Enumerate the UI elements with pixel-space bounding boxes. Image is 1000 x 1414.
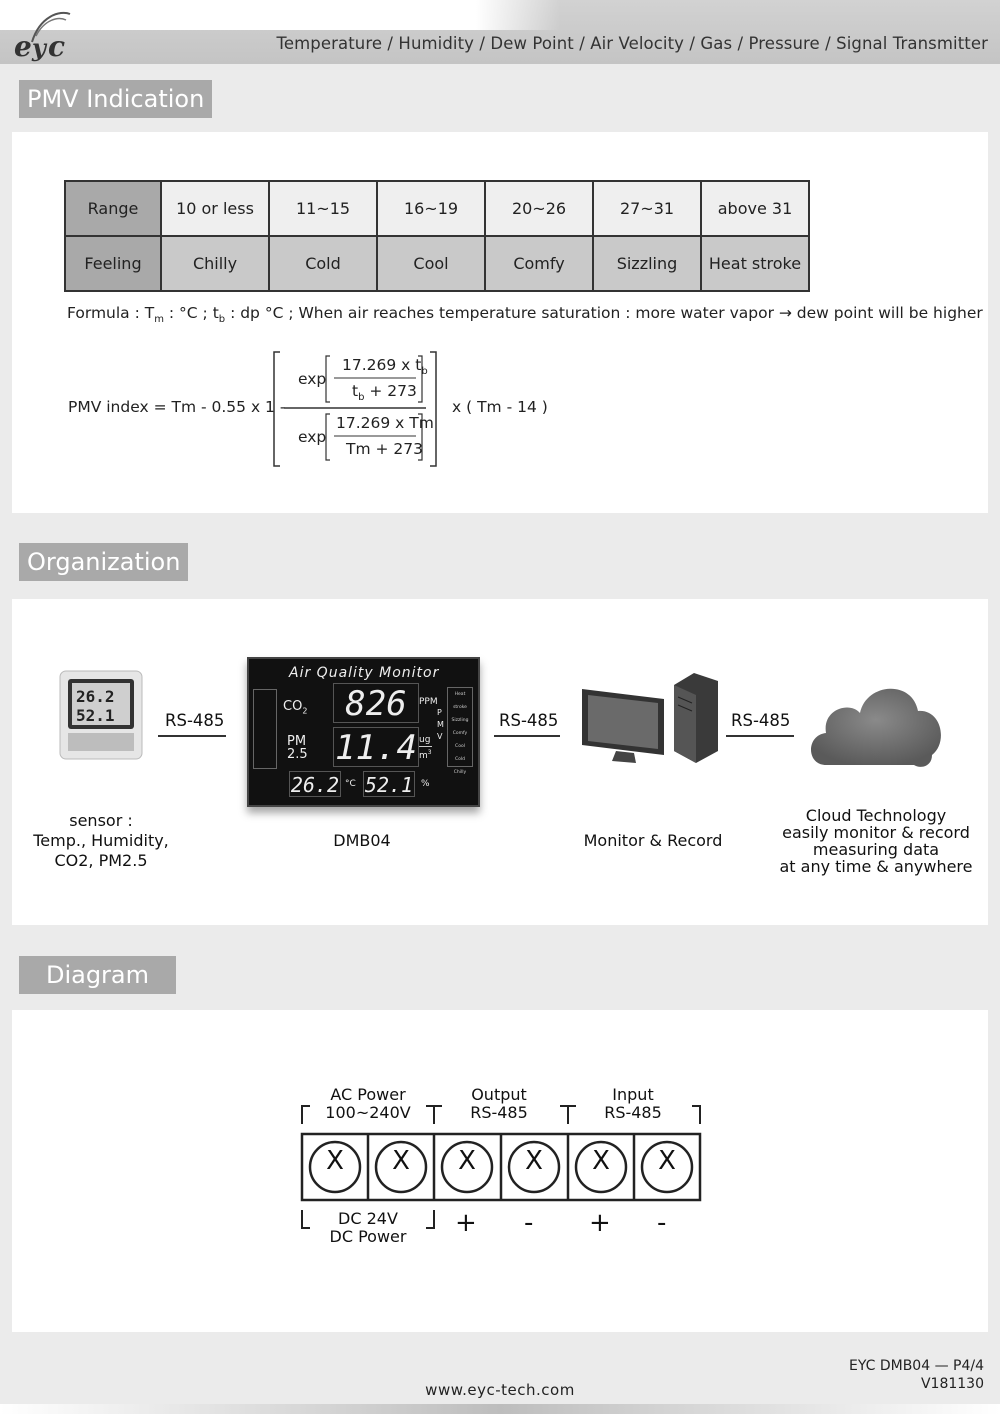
numerator-bottom-b: + 273 bbox=[364, 382, 417, 400]
eyc-logo bbox=[10, 6, 72, 62]
polarity-plus: + bbox=[589, 1208, 611, 1238]
numerator-top-sub: b bbox=[421, 366, 428, 378]
polarity-plus: + bbox=[455, 1208, 477, 1238]
co2-label bbox=[283, 699, 307, 716]
terminal-x-1: X bbox=[326, 1146, 344, 1176]
dmb04-label: DMB04 bbox=[333, 831, 391, 850]
monitor-title: Air Quality Monitor bbox=[289, 665, 440, 681]
pmv-scale-item: Chilly bbox=[453, 770, 467, 775]
header-highlight bbox=[0, 0, 560, 30]
equation-rhs: x ( Tm - 14 ) bbox=[452, 398, 548, 416]
range-cell: 20~26 bbox=[485, 181, 593, 236]
humidity-value: 52.1 bbox=[364, 773, 414, 797]
footer-version: V181130 bbox=[920, 1376, 984, 1392]
pm-unit-exp: 3 bbox=[427, 749, 432, 756]
feeling-cell: Cold bbox=[269, 236, 377, 291]
ac-power-line: 100~240V bbox=[325, 1103, 411, 1122]
diagram-section-title: Diagram bbox=[19, 956, 176, 994]
pmv-scale-item: Comfy bbox=[452, 731, 468, 736]
sensor-label-line: Temp., Humidity, bbox=[33, 831, 169, 850]
terminal-x-5: X bbox=[592, 1146, 610, 1176]
range-cell: 16~19 bbox=[377, 181, 485, 236]
ac-power-line: AC Power bbox=[330, 1085, 406, 1104]
organization-panel bbox=[12, 599, 988, 925]
formula-part1: : °C ; t bbox=[163, 304, 219, 322]
pm-unit-top: ug bbox=[419, 735, 431, 745]
polarity-minus: - bbox=[524, 1208, 534, 1238]
numerator-bottom bbox=[352, 382, 417, 403]
feeling-cell: Heat stroke bbox=[701, 236, 809, 291]
rs485-link-label: RS-485 bbox=[731, 711, 791, 730]
pmv-letters bbox=[437, 707, 444, 743]
pm25-label bbox=[287, 735, 308, 761]
pmv-letter: V bbox=[437, 732, 443, 741]
pmv-letter: M bbox=[437, 720, 444, 729]
input-line: RS-485 bbox=[604, 1103, 662, 1122]
computer-label: Monitor & Record bbox=[583, 831, 723, 850]
cloud-label-line: easily monitor & record bbox=[782, 823, 970, 842]
pm25-value: 11.4 bbox=[333, 727, 419, 767]
output-line: RS-485 bbox=[470, 1103, 528, 1122]
footer-bar bbox=[0, 1404, 1000, 1414]
temp-unit: °C bbox=[345, 779, 356, 789]
denominator-top: 17.269 x Tm bbox=[336, 414, 434, 432]
pm25-unit bbox=[419, 735, 432, 762]
sensor-display-hum: 52.1 bbox=[76, 706, 115, 725]
cloud-icon bbox=[804, 669, 946, 775]
footer-doc-id: EYC DMB04 — P4/4 bbox=[848, 1358, 984, 1374]
pmv-scale-item: Heat stroke bbox=[453, 692, 467, 710]
sensor-label-line: CO2, PM2.5 bbox=[54, 851, 148, 870]
formula-tm-sub: m bbox=[154, 314, 164, 326]
dmb04-monitor-image bbox=[247, 657, 480, 807]
pm-label-bottom: 2.5 bbox=[287, 747, 308, 762]
diagram-panel bbox=[12, 1010, 988, 1332]
formula-tb-sub: b bbox=[218, 314, 226, 326]
header-tagline: Temperature / Humidity / Dew Point / Air Velocity / Gas / Pressure / Signal Transmitter bbox=[276, 34, 988, 53]
terminal-x-3: X bbox=[458, 1146, 476, 1176]
pm-label-top: PM bbox=[287, 734, 307, 749]
sensor-label-line: sensor : bbox=[69, 811, 133, 830]
numerator-top-text: 17.269 x t bbox=[342, 356, 422, 374]
exp-top: exp bbox=[298, 370, 327, 388]
dc-power-line: DC Power bbox=[329, 1227, 407, 1246]
pmv-scale-item: Cool bbox=[455, 744, 465, 749]
rs485-link-line bbox=[726, 735, 794, 737]
monitor-icon-strip bbox=[253, 689, 277, 769]
rs485-link-line bbox=[494, 735, 560, 737]
range-cell: 11~15 bbox=[269, 181, 377, 236]
sensor-display-temp: 26.2 bbox=[76, 687, 115, 706]
cloud-label-line: Cloud Technology bbox=[805, 806, 947, 825]
range-cell: 27~31 bbox=[593, 181, 701, 236]
numerator-top bbox=[342, 356, 428, 377]
co2-unit: PPM bbox=[419, 697, 438, 707]
input-line: Input bbox=[612, 1085, 654, 1104]
formula-part2: : dp °C ; When air reaches temperature saturation : more water vapor → dew point will be higher bbox=[225, 304, 983, 322]
formula-prefix: Formula : T bbox=[67, 304, 155, 322]
cloud-label-line: at any time & anywhere bbox=[779, 857, 973, 876]
dc-power-label bbox=[312, 1210, 424, 1246]
pmv-panel bbox=[12, 132, 988, 513]
pmv-range-row bbox=[65, 181, 809, 236]
pmv-scale bbox=[447, 687, 473, 775]
polarity-minus: - bbox=[657, 1208, 667, 1238]
temp-value: 26.2 bbox=[290, 773, 340, 797]
computer-image bbox=[578, 671, 728, 767]
pmv-table bbox=[64, 180, 810, 292]
numerator-bottom-a: t bbox=[352, 382, 359, 400]
pmv-section-title: PMV Indication bbox=[19, 80, 212, 118]
feeling-cell: Chilly bbox=[161, 236, 269, 291]
rs485-link-label: RS-485 bbox=[165, 711, 225, 730]
pmv-equation bbox=[68, 350, 568, 470]
svg-text:y: y bbox=[32, 33, 46, 62]
range-header: Range bbox=[65, 181, 161, 236]
pmv-feeling-row bbox=[65, 236, 809, 291]
feeling-cell: Comfy bbox=[485, 236, 593, 291]
dc-power-line: DC 24V bbox=[338, 1209, 398, 1228]
pmv-letter: P bbox=[437, 708, 442, 717]
pm-unit-bottom: m bbox=[419, 751, 428, 761]
rs485-link-label: RS-485 bbox=[499, 711, 559, 730]
numerator-bottom-sub: b bbox=[358, 392, 365, 404]
terminal-x-6: X bbox=[658, 1146, 676, 1176]
exp-bottom: exp bbox=[298, 428, 327, 446]
rs485-link-line bbox=[158, 735, 226, 737]
sensor-label bbox=[20, 811, 182, 871]
svg-text:e: e bbox=[14, 30, 32, 63]
humidity-unit: % bbox=[421, 779, 430, 789]
feeling-header: Feeling bbox=[65, 236, 161, 291]
pmv-scale-item: Cold bbox=[454, 757, 465, 762]
sensor-device-image bbox=[58, 669, 144, 761]
feeling-cell: Cool bbox=[377, 236, 485, 291]
terminal-x-2: X bbox=[392, 1146, 410, 1176]
organization-section-title: Organization bbox=[19, 543, 188, 581]
co2-label-text: CO bbox=[283, 699, 303, 714]
range-cell: 10 or less bbox=[161, 181, 269, 236]
footer-url[interactable]: www.eyc-tech.com bbox=[425, 1381, 575, 1399]
cloud-label bbox=[768, 807, 984, 875]
co2-label-sub: 2 bbox=[302, 706, 308, 716]
range-cell: above 31 bbox=[701, 181, 809, 236]
svg-text:c: c bbox=[48, 30, 66, 63]
formula-text bbox=[67, 304, 983, 325]
equation-lhs: PMV index = Tm - 0.55 x 1 - bbox=[68, 398, 286, 416]
pmv-scale-item: Sizzling bbox=[451, 718, 469, 723]
output-line: Output bbox=[471, 1085, 527, 1104]
terminal-x-4: X bbox=[525, 1146, 543, 1176]
co2-value: 826 bbox=[333, 683, 419, 723]
feeling-cell: Sizzling bbox=[593, 236, 701, 291]
denominator-bottom: Tm + 273 bbox=[346, 440, 423, 458]
cloud-label-line: measuring data bbox=[812, 840, 940, 859]
